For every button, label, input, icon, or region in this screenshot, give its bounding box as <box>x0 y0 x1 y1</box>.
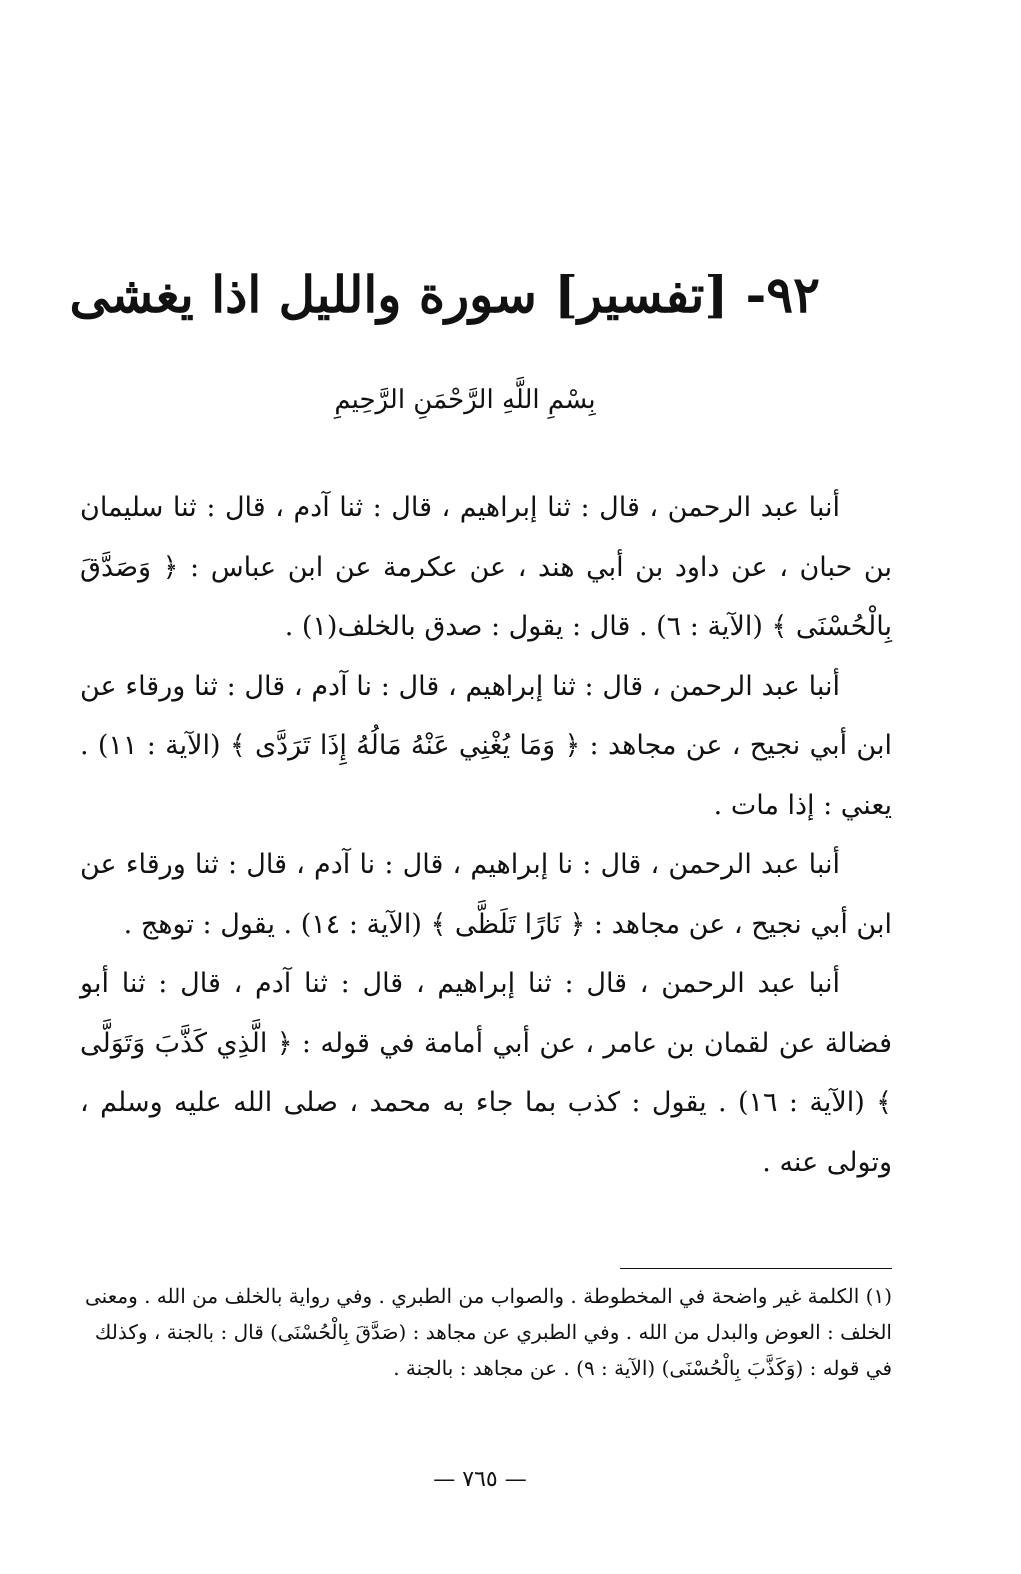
basmala: بِسْمِ اللَّهِ الرَّحْمَنِ الرَّحِيمِ <box>334 385 596 415</box>
page-number: — ٧٦٥ — <box>433 1467 527 1492</box>
paragraph-4: أنبا عبد الرحمن ، قال : ثنا إبراهيم ، قال : ثنا آدم ، قال : ثنا أبو فضالة عن لقمان بن عامر ، عن أبي أمامة في قوله : ﴿ الَّذِي كَذَّبَ وَتَوَلَّى ﴾ (الآية : ١٦) . يقول : كذب بما جاء به محمد ، صلى الله عليه وسلم ، وتولى عنه . <box>80 968 893 1178</box>
paragraph-1: أنبا عبد الرحمن ، قال : ثنا إبراهيم ، قال : ثنا آدم ، قال : ثنا سليمان بن حبان ، عن داود بن أبي هند ، عن عكرمة عن ابن عباس : ﴿ وَصَدَّقَ بِالْحُسْنَى ﴾ (الآية : ٦) . قال : يقول : صدق بالخلف(١) . <box>80 492 892 642</box>
footnote-divider <box>620 1268 892 1269</box>
paragraph-3: أنبا عبد الرحمن ، قال : نا إبراهيم ، قال : نا آدم ، قال : ثنا ورقاء عن ابن أبي نجيح ، عن مجاهد : ﴿ نَارًا تَلَظَّى ﴾ (الآية : ١٤) . يقول : توهج . <box>80 849 892 940</box>
chapter-title: ٩٢- [تفسير] سورة والليل اذا يغشى <box>69 265 820 324</box>
footnote: (١) الكلمة غير واضحة في المخطوطة . والصواب من الطبري . وفي رواية بالخلف من الله . ومعنى الخلف : العوض والبدل من الله . وفي الطبري عن مجاهد : (صَدَّقَ بِالْحُسْنَى) قال : بالجنة ، وكذلك في قوله : (وَكَذَّبَ بِالْحُسْنَى) (الآية : ٩) . عن مجاهد : بالجنة . <box>85 1284 892 1380</box>
paragraph-2: أنبا عبد الرحمن ، قال : ثنا إبراهيم ، قال : نا آدم ، قال : ثنا ورقاء عن ابن أبي نجيح ، عن مجاهد : ﴿ وَمَا يُغْنِي عَنْهُ مَالُهُ إِذَا تَرَدَّى ﴾ (الآية : ١١) . يعني : إذا مات . <box>80 670 892 821</box>
main-text <box>80 478 892 1192</box>
